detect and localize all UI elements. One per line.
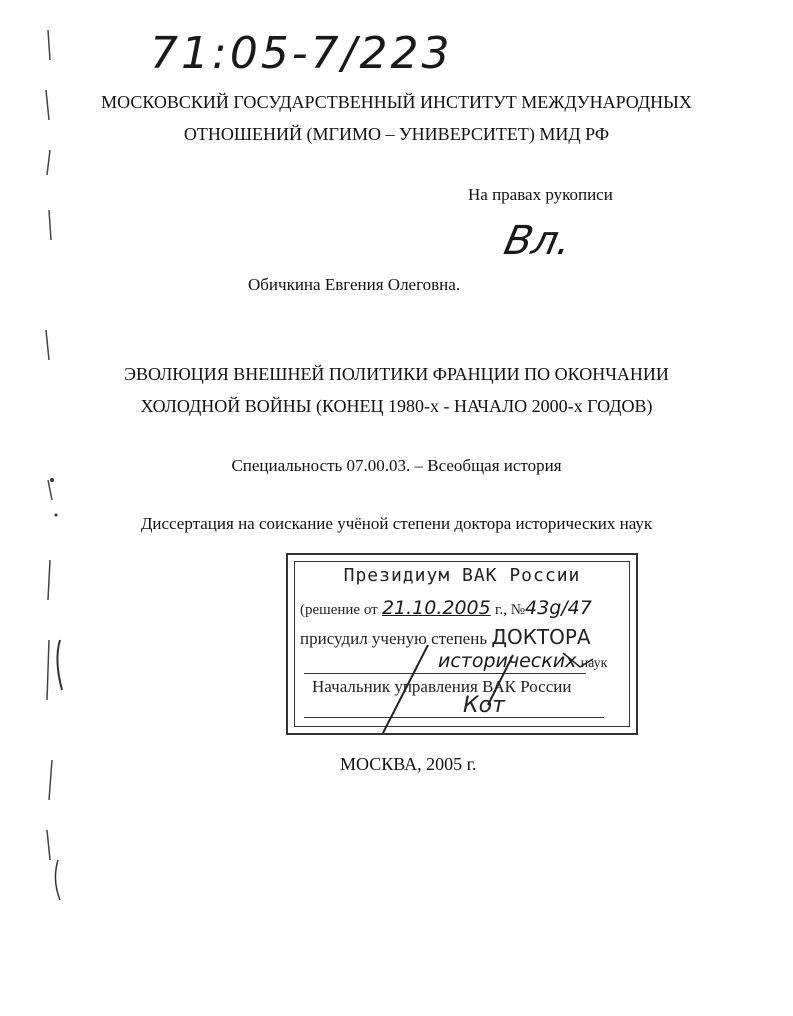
field-handwritten: исторических: [438, 650, 577, 672]
dissertation-degree: Диссертация на соискание учёной степени доктора исторических наук: [140, 514, 653, 533]
decision-prefix: (решение от: [300, 602, 378, 618]
binding-margin-marks: [40, 0, 80, 1016]
author-signature: Вл.: [500, 218, 576, 264]
chief-signature-text: Кот: [463, 693, 505, 718]
city-year: МОСКВА, 2005 г.: [340, 754, 477, 774]
decision-number: 43g/47: [525, 597, 592, 619]
specialty: Специальность 07.00.03. – Всеобщая история: [231, 456, 562, 475]
stamp-header-text: Президиум ВАК России: [343, 565, 581, 586]
degree-text: ДОКТОРА: [491, 625, 591, 649]
author-name: Обичкина Евгения Олеговна.: [248, 275, 461, 294]
thesis-title-line-1: ЭВОЛЮЦИЯ ВНЕШНЕЙ ПОЛИТИКИ ФРАНЦИИ ПО ОКОНЧАНИИ: [124, 364, 669, 384]
stamp-signature-stroke: [288, 555, 636, 733]
vak-stamp: [286, 553, 638, 735]
thesis-title-line-2: ХОЛОДНОЙ ВОЙНЫ (КОНЕЦ 1980-х - НАЧАЛО 2000-х ГОДОВ): [140, 396, 653, 416]
decision-date: 21.10.2005: [381, 597, 491, 619]
institution-line-1: МОСКОВСКИЙ ГОСУДАРСТВЕННЫЙ ИНСТИТУТ МЕЖДУНАРОДНЫХ: [101, 92, 692, 112]
manuscript-rights-note: На правах рукописи: [468, 185, 613, 204]
chief-title: Начальник управления ВАК России: [312, 677, 572, 696]
decision-number-prefix: г., №: [494, 602, 526, 618]
archive-number: 71:05-7/223: [150, 28, 453, 79]
field-suffix: наук: [580, 656, 608, 671]
institution-line-2: ОТНОШЕНИЙ (МГИМО – УНИВЕРСИТЕТ) МИД РФ: [183, 124, 610, 144]
awarded-text: присудил ученую степень: [300, 629, 488, 648]
